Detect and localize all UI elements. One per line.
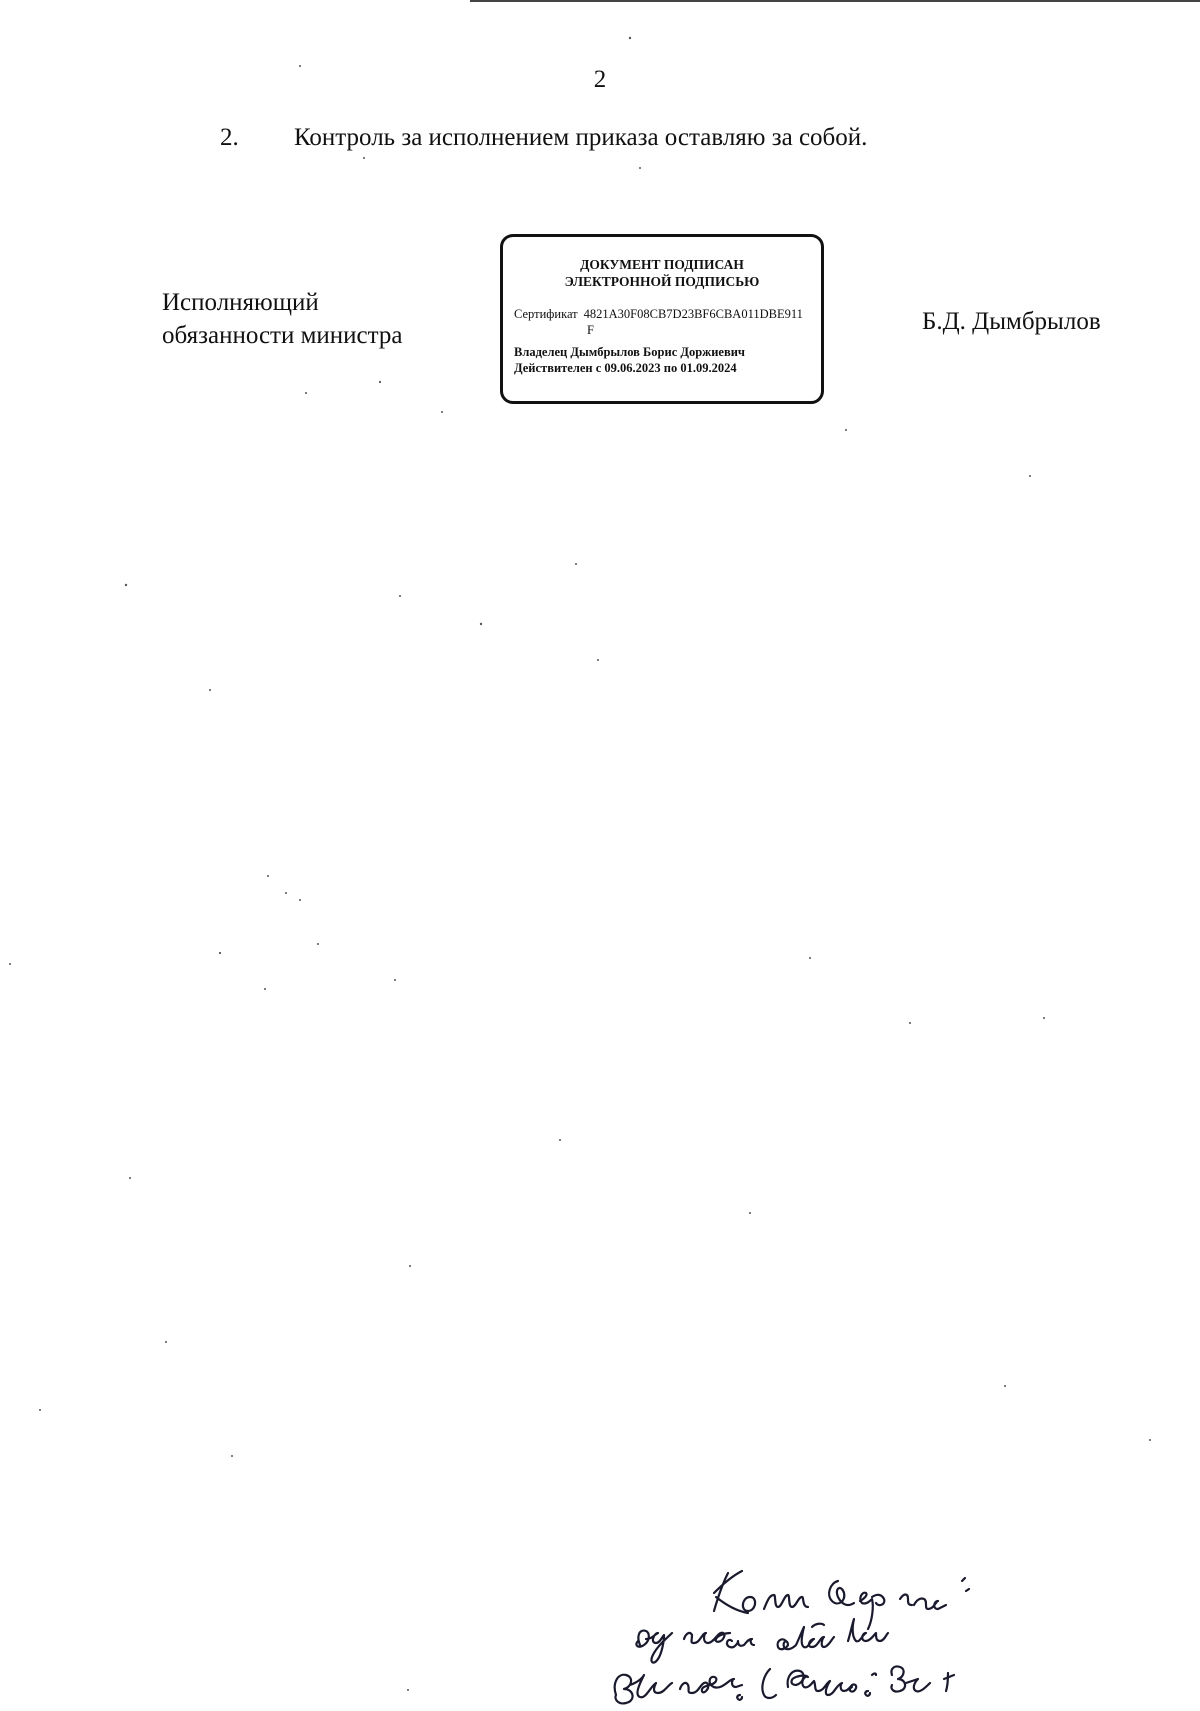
- signer-title-line1: Исполняющий: [162, 289, 319, 316]
- page-number: 2: [593, 66, 607, 93]
- stamp-validity: Действителен с 09.06.2023 по 01.09.2024: [514, 361, 737, 375]
- clause-number: 2.: [220, 124, 239, 151]
- stamp-heading-line2: ЭЛЕКТРОННОЙ ПОДПИСЬЮ: [564, 274, 760, 289]
- stamp-owner: Владелец Дымбрылов Борис Доржиевич: [514, 345, 745, 359]
- certificate-label: Сертификат: [514, 307, 578, 321]
- stamp-heading-line1: ДОКУМЕНТ ПОДПИСАН: [580, 257, 744, 272]
- signer-name: Б.Д. Дымбрылов: [922, 308, 1101, 335]
- clause-text: Контроль за исполнением приказа оставляю за собой.: [294, 124, 868, 151]
- certificate-tail: F: [587, 323, 594, 337]
- certificate-value: 4821A30F08CB7D23BF6CBA011DBE911: [583, 307, 803, 321]
- signer-title-line2: обязанности министра: [162, 322, 403, 349]
